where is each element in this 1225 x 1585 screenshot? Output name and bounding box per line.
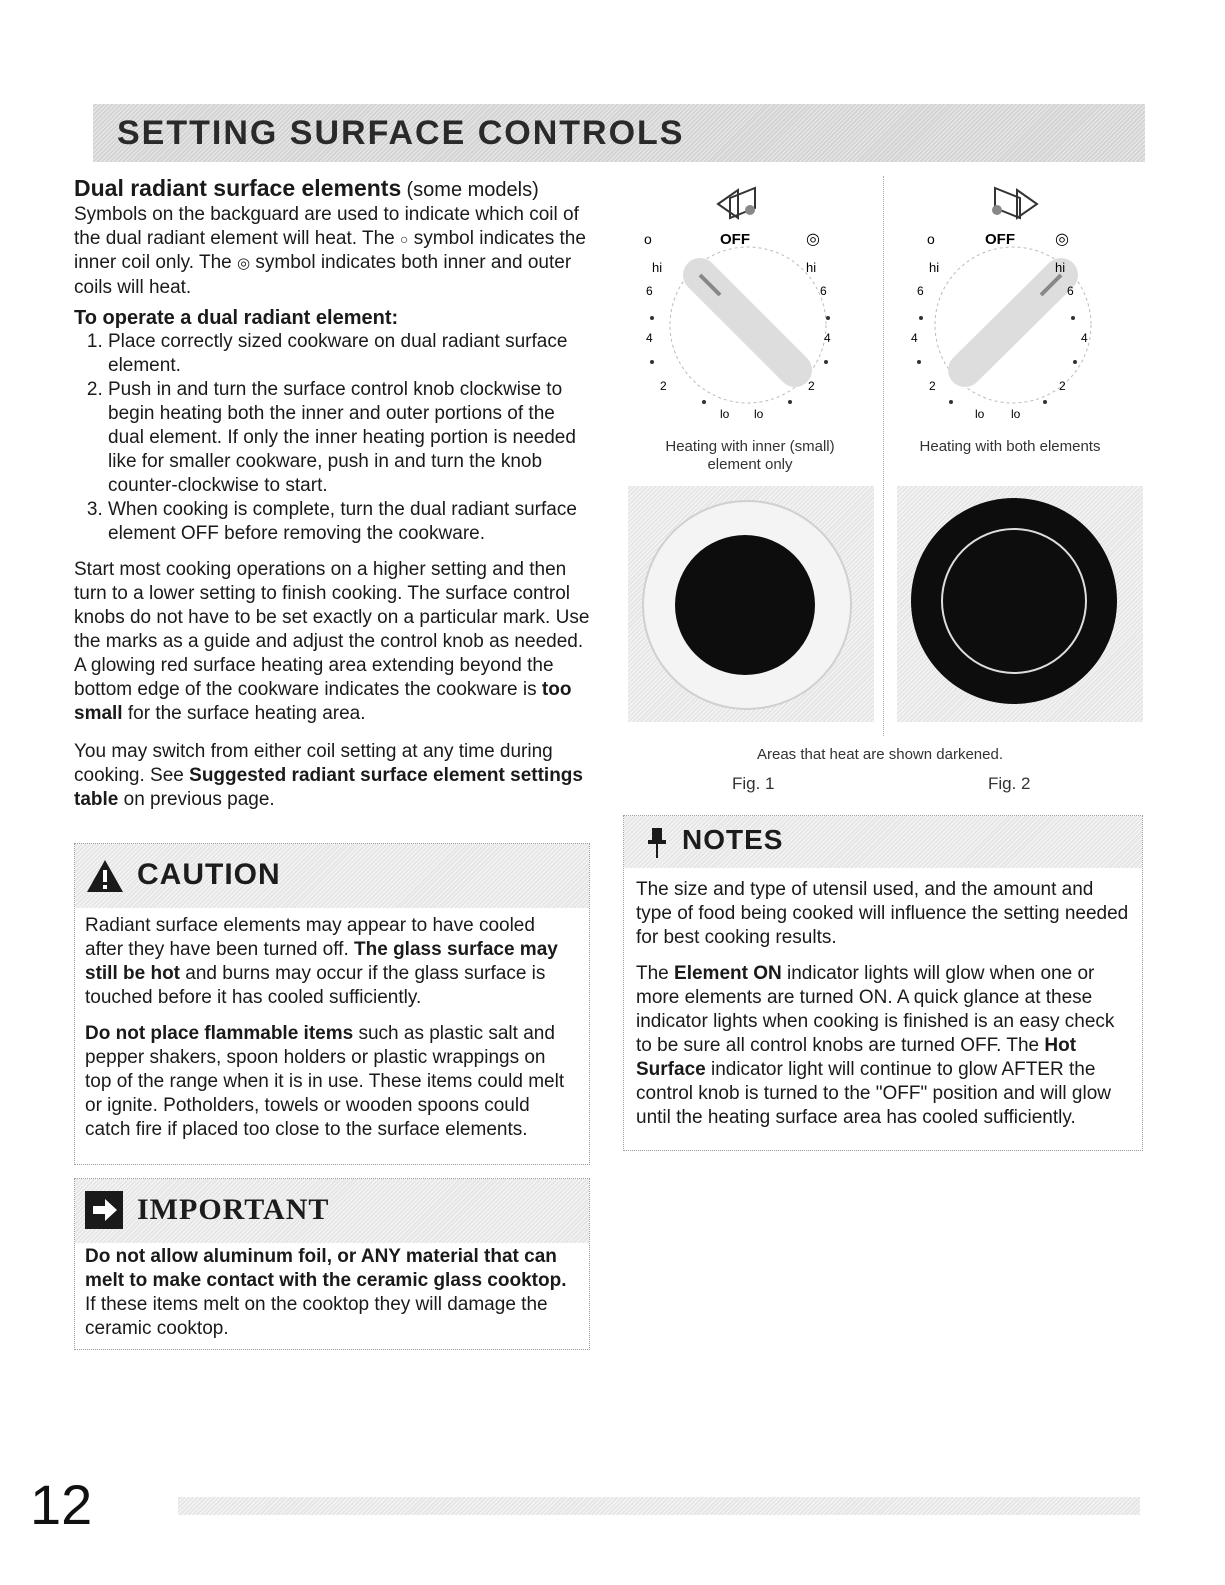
arrow-right-icon [992, 188, 1037, 218]
section-banner [93, 104, 1145, 162]
inner-ring-outline [941, 528, 1087, 674]
fig1-label: Fig. 1 [732, 774, 775, 793]
caution-box [74, 843, 590, 1165]
knob-2-left: 2 [929, 379, 936, 393]
knob-hi-right: hi [806, 260, 817, 275]
important-header [75, 1179, 589, 1243]
dual-coil-symbol-icon: ◎ [237, 255, 251, 272]
knob-4-right: 4 [1081, 331, 1088, 345]
figure-divider [883, 176, 885, 736]
switch-paragraph: You may switch from either coil setting at any time during cooking. See Suggested radiant surface element settings table on previous page. [74, 741, 583, 810]
notes-header [624, 816, 1142, 868]
knob-diagram-inner [620, 180, 880, 420]
operate-subheading: To operate a dual radiant element: [74, 307, 399, 329]
knob-lo-right: lo [1011, 407, 1021, 420]
inner-symbol-icon: o [927, 231, 935, 247]
pushpin-icon [646, 826, 672, 862]
caption-inner: Heating with inner (small) element only [665, 438, 835, 473]
knob-2-left: 2 [660, 379, 667, 393]
knob-lo-left: lo [720, 407, 730, 420]
settings-paragraph: Start most cooking operations on a higher setting and then turn to a lower setting to finish cooking. The surface control knobs do not have to be set exactly on a particular mark. Use the marks as a guide and adjust the control knob as needed. A glowing red surface heating area extending beyond the bottom edge of the cookware indicates the cookware is too small for the surface heating area. [74, 559, 590, 724]
knob-6-left: 6 [646, 284, 653, 298]
knob-2-right: 2 [1059, 379, 1066, 393]
element-image-both [897, 486, 1143, 722]
fig2-label: Fig. 2 [988, 774, 1031, 793]
important-title: IMPORTANT [137, 1193, 330, 1226]
inner-element-heated [675, 535, 815, 675]
knob-lo-right: lo [754, 407, 764, 420]
knob-hi-right: hi [1055, 260, 1066, 275]
knob-lo-left: lo [975, 407, 985, 420]
knob-hi-left: hi [652, 260, 663, 275]
dual-symbol-icon: ◎ [806, 229, 820, 248]
left-column [74, 176, 594, 812]
caution-title: CAUTION [137, 858, 281, 891]
inner-coil-symbol-icon: ○ [400, 231, 409, 247]
dual-symbol-icon: ◎ [1055, 229, 1069, 248]
element-image-inner [628, 486, 874, 722]
notes-title: NOTES [682, 824, 784, 855]
caption-both: Heating with both elements [919, 438, 1101, 455]
knob-4-left: 4 [911, 331, 918, 345]
knob-off-label: OFF [985, 231, 1015, 248]
knob-6-right: 6 [1067, 284, 1074, 298]
knob-2-right: 2 [808, 379, 815, 393]
arrow-right-icon [85, 1191, 123, 1229]
knob-4-right: 4 [824, 331, 831, 345]
steps-list [74, 330, 594, 546]
step-item: 3. When cooking is complete, turn the dual radiant surface element OFF before removing the cookware. [108, 498, 594, 546]
knob-diagram-both [895, 180, 1145, 420]
caution-header [75, 844, 589, 908]
warning-triangle-icon [85, 858, 125, 894]
knob-4-left: 4 [646, 331, 653, 345]
page-number: 12 [30, 1473, 93, 1536]
knob-6-right: 6 [820, 284, 827, 298]
caution-body: Radiant surface elements may appear to have cooled after they have been turned off. The glass surface may still be hot and burns may occur if the glass surface is touched before it has cooled sufficiently. Do not place flammable items such as plastic salt and pepper shakers, spoon holders or plastic wrappings on top of the range when it is in use. These items could melt or ignite. Potholders, towels or wooden spoons could catch fire if placed too close to the surface elements. [85, 915, 565, 1140]
step-item: 2. Push in and turn the surface control knob clockwise to begin heating both the inner and outer portions of the dual element. If only the inner heating portion is needed like for smaller cookware, push in and turn the knob counter-clockwise to start. [108, 378, 594, 498]
step-item: 1. Place correctly sized cookware on dual radiant surface element. [108, 330, 594, 378]
section-title: SETTING SURFACE CONTROLS [117, 114, 685, 152]
important-box [74, 1178, 590, 1350]
knob-6-left: 6 [917, 284, 924, 298]
arrow-left-icon [718, 188, 755, 218]
important-body: Do not allow aluminum foil, or ANY material that can melt to make contact with the ceramic glass cooktop. If these items melt on the cooktop they will damage the ceramic cooktop. [85, 1246, 567, 1339]
knob-off-label: OFF [720, 231, 750, 248]
knob-hi-left: hi [929, 260, 940, 275]
footer-bar [178, 1497, 1140, 1515]
inner-symbol-icon: o [644, 231, 652, 247]
notes-body: The size and type of utensil used, and the amount and type of food being cooked will influence the setting needed for best cooking results. The Element ON indicator lights will glow when one or more elements are turned ON. A quick glance at these indicator lights when cooking is finished is an easy check to be sure all control knobs are turned OFF. The Hot Surface indicator light will continue to glow AFTER the control knob is turned to the "OFF" position and will glow until the heating surface area has cooled sufficiently. [636, 879, 1129, 1128]
dual-radiant-heading: Dual radiant surface elements (some models) [74, 175, 539, 201]
intro-paragraph: Symbols on the backguard are used to indicate which coil of the dual radiant element will heat. The ○ symbol indicates the inner coil only. The ◎ symbol indicates both inner and outer coils will heat. [74, 204, 586, 298]
areas-note: Areas that heat are shown darkened. [757, 746, 1003, 763]
notes-box [623, 815, 1143, 1151]
